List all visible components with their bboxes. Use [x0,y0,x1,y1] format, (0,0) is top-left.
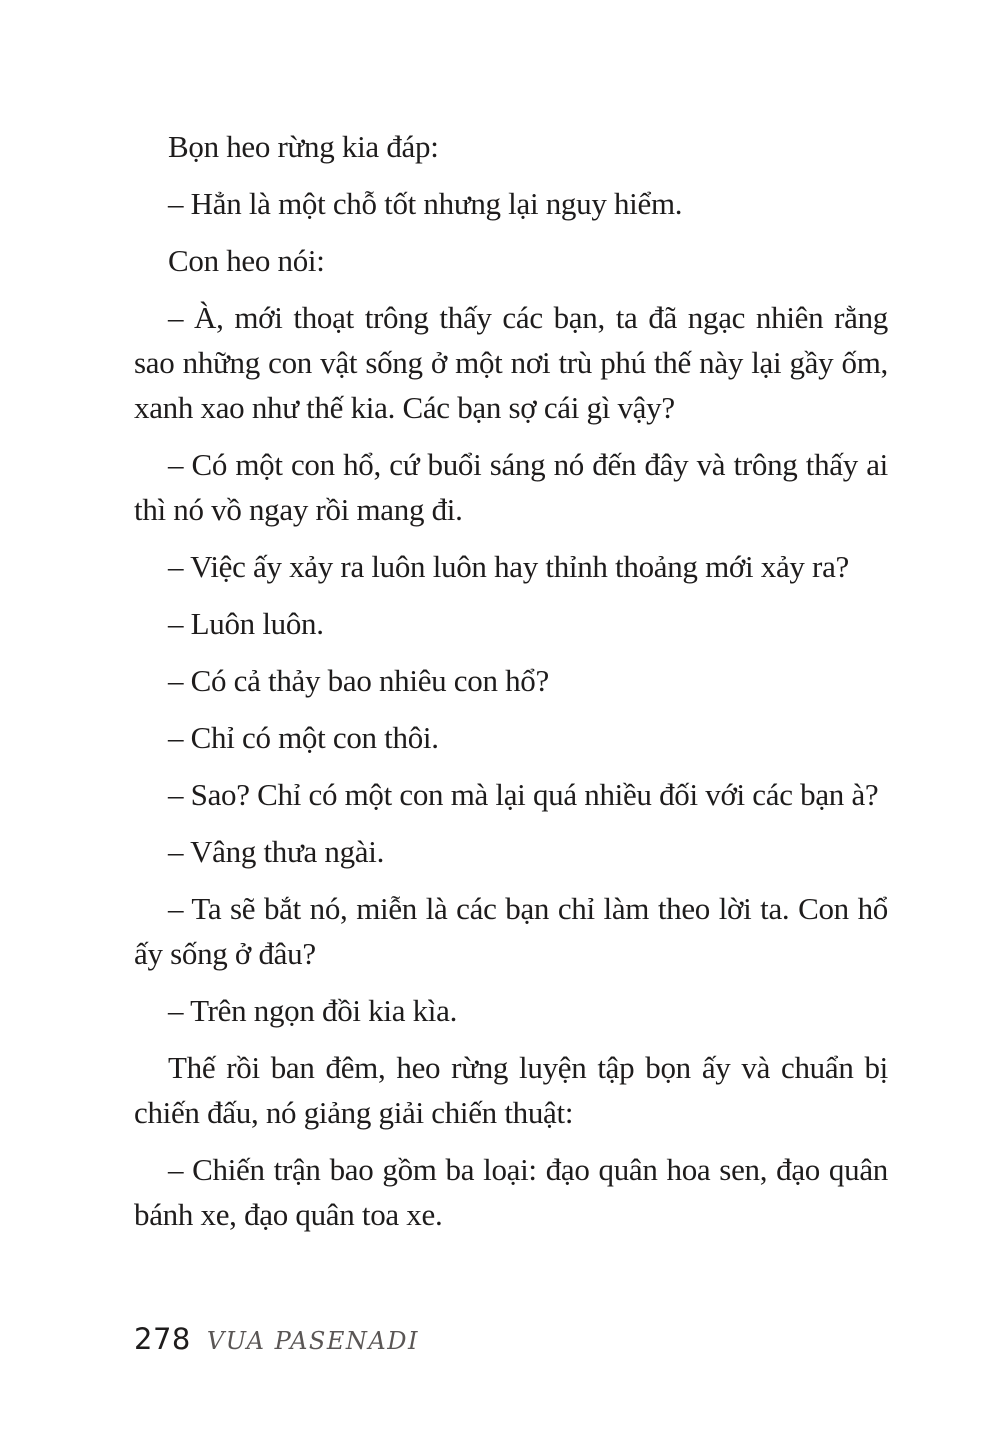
paragraph: Thế rồi ban đêm, heo rừng luyện tập bọn ấy và chuẩn bị chiến đấu, nó giảng giải chiến thuật: [134,1050,888,1130]
page-body [134,124,888,1249]
paragraph: – Chiến trận bao gồm ba loại: đạo quân hoa sen, đạo quân bánh xe, đạo quân toa xe. [134,1152,888,1232]
paragraph: – Có cả thảy bao nhiêu con hổ? [168,663,549,698]
running-title: VUA PASENADI [206,1327,419,1355]
paragraph: – Sao? Chỉ có một con mà lại quá nhiều đối với các bạn à? [168,777,879,812]
paragraph: – Hẳn là một chỗ tốt nhưng lại nguy hiểm. [168,186,683,221]
paragraph: – Có một con hổ, cứ buổi sáng nó đến đây và trông thấy ai thì nó vồ ngay rồi mang đi. [134,447,888,527]
paragraph: – Chỉ có một con thôi. [168,720,439,755]
paragraph: Bọn heo rừng kia đáp: [168,129,439,164]
paragraph: – Trên ngọn đồi kia kìa. [168,993,458,1028]
paragraph: – Vâng thưa ngài. [168,834,385,869]
page-number: 278 [134,1322,191,1356]
paragraph: – Ta sẽ bắt nó, miễn là các bạn chỉ làm theo lời ta. Con hổ ấy sống ở đâu? [134,891,888,971]
paragraph: – À, mới thoạt trông thấy các bạn, ta đã ngạc nhiên rằng sao những con vật sống ở một nơi trù phú thế này lại gầy ốm, xanh xao như thế kia. Các bạn sợ cái gì vậy? [134,300,888,425]
page-footer [134,1322,419,1356]
paragraph: – Luôn luôn. [168,606,324,641]
paragraph: – Việc ấy xảy ra luôn luôn hay thỉnh thoảng mới xảy ra? [168,549,850,584]
paragraph: Con heo nói: [168,243,325,278]
